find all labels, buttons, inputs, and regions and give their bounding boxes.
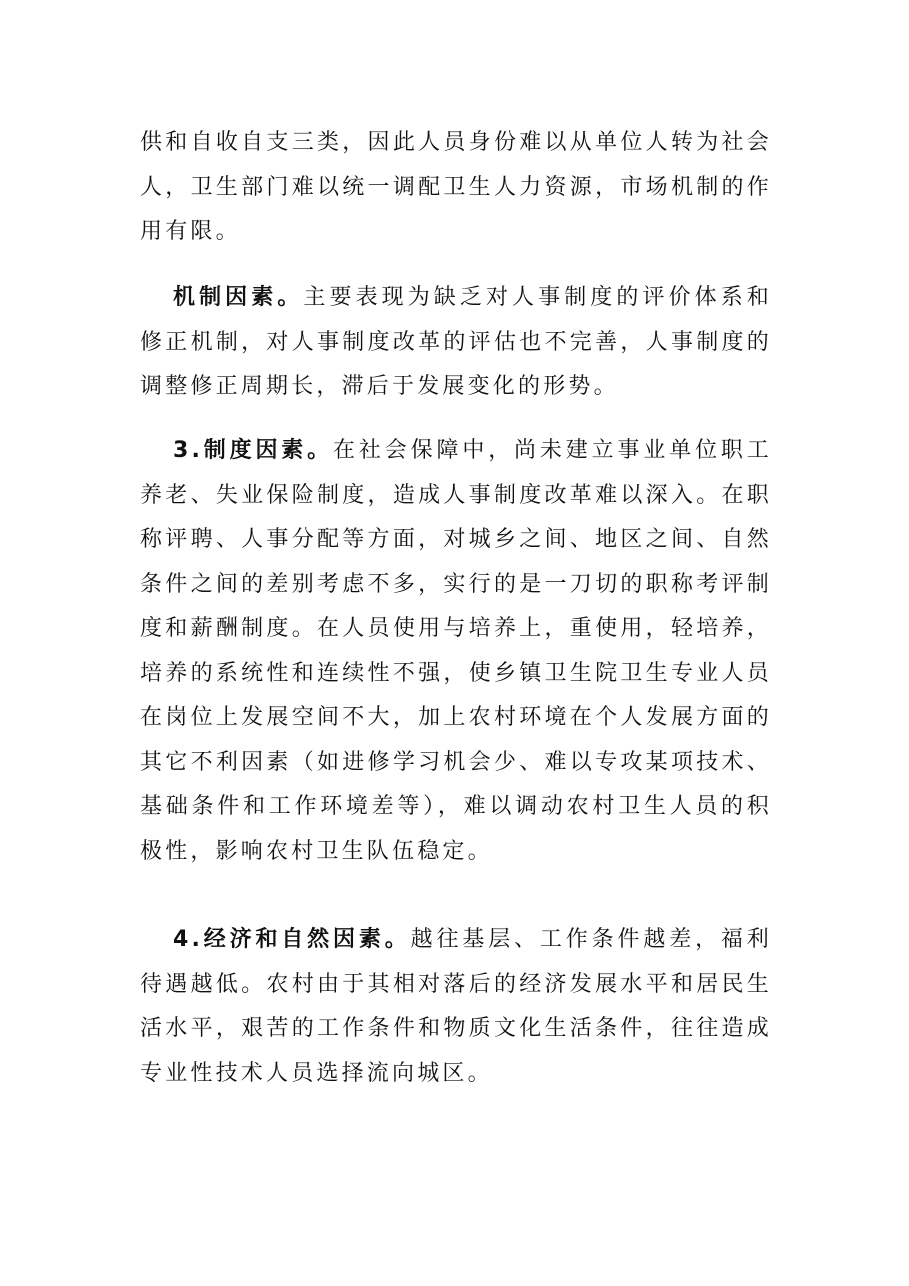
paragraph-text: 在社会保障中，尚未建立事业单位职工养老、失业保险制度，造成人事制度改革难以深入。在职称评聘、人事分配等方面，对城乡之间、地区之间、自然条件之间的差别考虑不多，实行的是一刀切的职称考评制度和薪酬制度。在人员使用与培养上，重使用，轻培养，培养的系统性和连续性不强，使乡镇卫生院卫生专业人员在岗位上发展空间不大，加上农村环境在个人发展方面的其它不利因素（如进修学习机会少、难以专攻某项技术、基础条件和工作环境差等），难以调动农村卫生人员的积极性，影响农村卫生队伍稳定。 <box>140 438 772 864</box>
paragraph-text: 越往基层、工作条件越差，福利待遇越低。农村由于其相对落后的经济发展水平和居民生活水平，艰苦的工作条件和物质文化生活条件，往往造成专业性技术人员选择流向城区。 <box>140 927 772 1086</box>
paragraph-continuation <box>140 121 772 255</box>
paragraph-institutional-factors <box>140 429 772 874</box>
paragraph-text: 主要表现为缺乏对人事制度的评价体系和修正机制，对人事制度改革的评估也不完善，人事制度的调整修正周期长，滞后于发展变化的形势。 <box>140 285 772 399</box>
paragraph-heading: 3.制度因素。 <box>173 438 334 463</box>
paragraph-heading: 4.经济和自然因素。 <box>173 927 411 952</box>
paragraph-heading: 机制因素。 <box>173 285 304 310</box>
paragraph-text: 供和自收自支三类，因此人员身份难以从单位人转为社会人，卫生部门难以统一调配卫生人力资源，市场机制的作用有限。 <box>140 130 772 244</box>
paragraph-mechanism-factors <box>140 276 772 410</box>
paragraph-economic-natural-factors <box>140 918 772 1096</box>
